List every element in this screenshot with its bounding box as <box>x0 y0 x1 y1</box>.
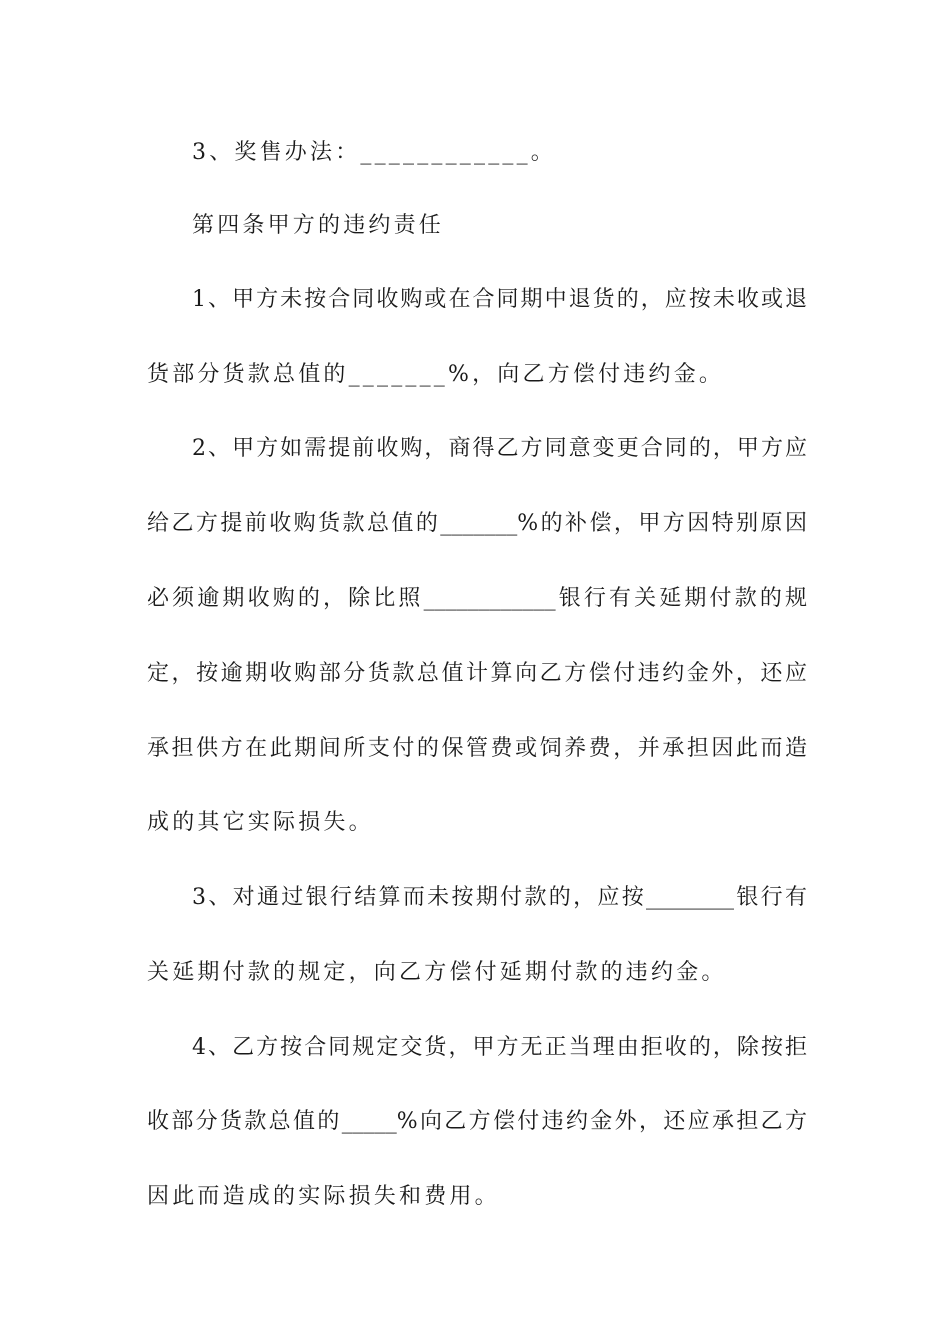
section-heading-article-4: 第四条甲方的违约责任 <box>192 213 445 238</box>
text-line: 承担供方在此期间所支付的保管费或饲养费，并承担因此而造 <box>147 736 807 761</box>
text-line: 2、甲方如需提前收购，商得乙方同意变更合同的，甲方应 <box>192 436 807 461</box>
text-line: 给乙方提前收购货款总值的_______%的补偿，甲方因特别原因 <box>147 511 807 536</box>
text-line: 1、甲方未按合同收购或在合同期中退货的，应按未收或退 <box>192 287 807 312</box>
text-line: 4、乙方按合同规定交货，甲方无正当理由拒收的，除按拒 <box>192 1035 807 1060</box>
text-line: 收部分货款总值的_____%向乙方偿付违约金外，还应承担乙方 <box>147 1109 807 1134</box>
text-line: 3、对通过银行结算而未按期付款的，应按________银行有 <box>192 885 807 910</box>
text-line: 成的其它实际损失。 <box>147 810 374 835</box>
text-line: 关延期付款的规定，向乙方偿付延期付款的违约金。 <box>147 960 727 985</box>
text-line-award-method: 3、奖售办法：____________。 <box>192 140 556 165</box>
text-line: 必须逾期收购的，除比照____________银行有关延期付款的规 <box>147 586 807 611</box>
text-line: 货部分货款总值的_______%，向乙方偿付违约金。 <box>147 362 725 387</box>
text-line: 因此而造成的实际损失和费用。 <box>147 1184 500 1209</box>
text-line: 定，按逾期收购部分货款总值计算向乙方偿付违约金外，还应 <box>147 661 807 686</box>
